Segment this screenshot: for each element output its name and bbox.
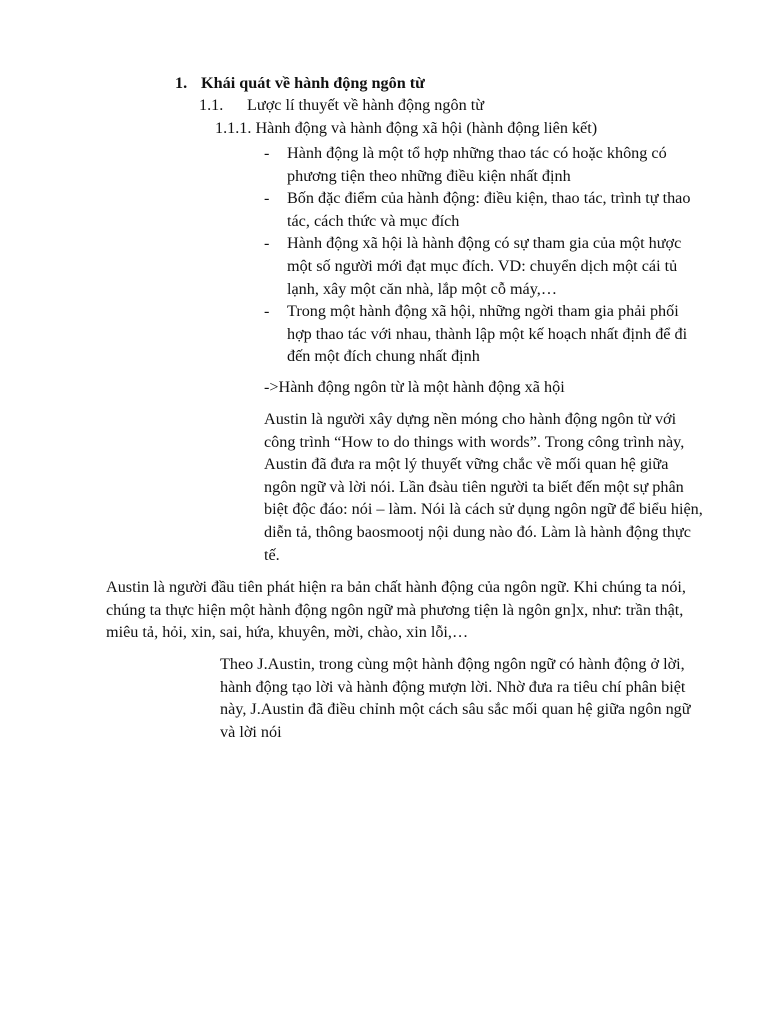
conclusion-line: ->Hành động ngôn từ là một hành động xã hội: [264, 378, 565, 396]
list-item: [264, 232, 704, 300]
list-item-text: Trong một hành động xã hội, những ngời tham gia phải phối hợp thao tác với nhau, thành lập một kế hoạch nhất định để đi đến một đích chung nhất định: [287, 302, 688, 366]
list-item: [264, 187, 704, 232]
list-item: [264, 300, 704, 368]
section-title: Khái quát về hành động ngôn từ: [201, 74, 425, 92]
list-item-text: Hành động xã hội là hành động có sự tham gia của một hược một số người mới đạt mục đích. VD: chuyển dịch một cái tủ lạnh, xây một căn nhà, lắp một cỗ máy,…: [287, 234, 682, 298]
subsection-title: Lược lí thuyết về hành động ngôn từ: [247, 96, 485, 114]
bullet-marker: -: [264, 144, 270, 162]
section-number: 1.: [175, 74, 188, 92]
paragraph-austin-discovery: Austin là người đầu tiên phát hiện ra bản chất hành động của ngôn ngữ. Khi chúng ta nói, chúng ta thực hiện một hành động ngôn ngữ mà phương tiện là ngôn gn]x, như: trần thật, miêu tả, hỏi, xin, sai, hứa, khuyên, mời, chào, xin lỗi,…: [106, 578, 686, 642]
paragraph-austin-foundation: Austin là người xây dựng nền móng cho hành động ngôn từ với công trình “How to do things with words”. Trong công trình này, Austin đã đưa ra một lý thuyết vững chắc về mối quan hệ giữa ngôn ngữ và lời nói. Lần đsàu tiên người ta biết đến một sự phân biệt độc đáo: nói – làm. Nói là cách sử dụng ngôn ngữ để biểu hiện, diễn tả, thông baosmootj nội dung nào đó. Làm là hành động thực tế.: [264, 410, 703, 564]
subsection-number: 1.1.: [199, 96, 224, 114]
list-item-text: Bốn đặc điểm của hành động: điều kiện, thao tác, trình tự thao tác, cách thức và mục đích: [287, 189, 691, 230]
bullet-marker: -: [264, 189, 270, 208]
bullet-marker: -: [264, 234, 270, 253]
paragraph-theo-austin: Theo J.Austin, trong cùng một hành động ngôn ngữ có hành động ở lời, hành động tạo lời và hành động mượn lời. Nhờ đưa ra tiêu chí phân biệt này, J.Austin đã điều chỉnh một cách sâu sắc mối quan hệ giữa ngôn ngữ và lời nói: [220, 655, 691, 741]
bullet-marker: -: [264, 302, 270, 321]
list-item-text: Hành động là một tổ hợp những thao tác có hoặc không có phương tiện theo những điều kiện nhất định: [287, 144, 667, 185]
subsection-heading: [199, 96, 484, 115]
list-item: [264, 142, 704, 187]
section-heading-1: [175, 74, 425, 93]
bullet-list: [264, 142, 704, 368]
subsubsection-heading: 1.1.1. Hành động và hành động xã hội (hành động liên kết): [215, 119, 598, 137]
